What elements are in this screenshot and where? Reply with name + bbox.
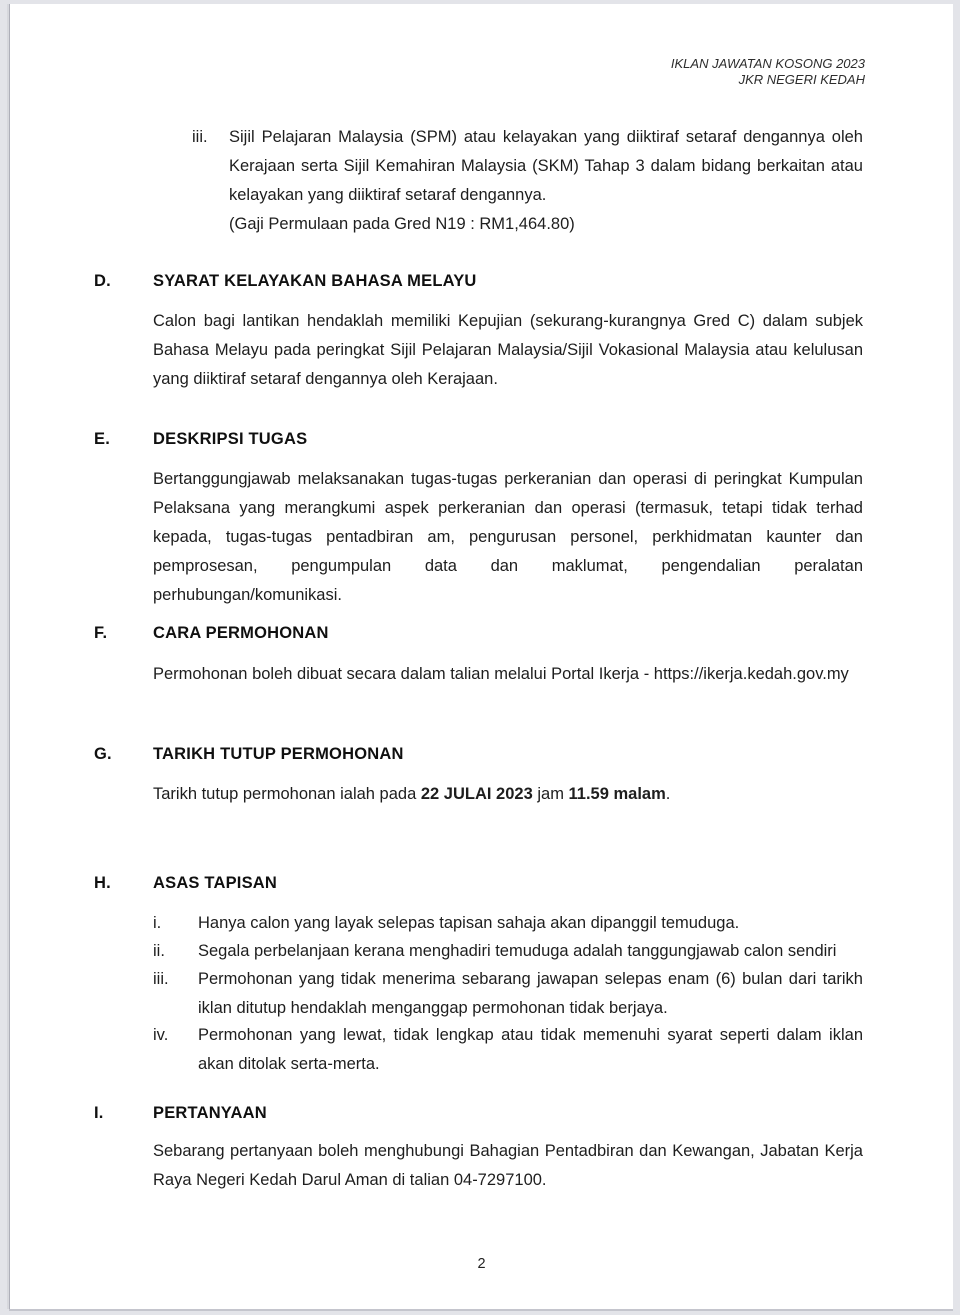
- qualification-item-iii-text: Sijil Pelajaran Malaysia (SPM) atau kelayakan yang diiktiraf setaraf dengannya oleh Kerajaan serta Sijil Kemahiran Malaysia (SKM) Tahap 3 dalam bidang berkaitan atau kelayakan yang diiktiraf setaraf dengannya.: [229, 128, 863, 204]
- section-e-letter: E.: [94, 430, 110, 448]
- section-h-letter: H.: [94, 874, 111, 892]
- header-line-1: IKLAN JAWATAN KOSONG 2023: [670, 56, 865, 71]
- closing-sentence-prefix: Tarikh tutup permohonan ialah pada: [153, 785, 421, 803]
- section-d-letter: D.: [94, 272, 111, 290]
- document-running-header: [671, 56, 865, 88]
- screening-item-iv-numeral: iv.: [153, 1026, 169, 1044]
- qualification-item-iii: [229, 123, 863, 239]
- qualification-item-iii-numeral: iii.: [192, 128, 208, 146]
- section-d-body: Calon bagi lantikan hendaklah memiliki Kepujian (sekurang-kurangnya Gred C) dalam subjek Bahasa Melayu pada peringkat Sijil Pelajaran Malaysia/Sijil Vokasional Malaysia atau kelulusan yang diiktiraf setaraf dengannya oleh Kerajaan.: [153, 312, 863, 388]
- section-g-letter: G.: [94, 745, 112, 763]
- section-f-letter: F.: [94, 624, 108, 642]
- closing-sentence-middle: jam: [532, 785, 569, 803]
- section-i-letter: I.: [94, 1104, 104, 1122]
- section-e-title: DESKRIPSI TUGAS: [153, 430, 308, 448]
- section-i-body: Sebarang pertanyaan boleh menghubungi Bahagian Pentadbiran dan Kewangan, Jabatan Kerja Raya Negeri Kedah Darul Aman di talian 04-7297100.: [153, 1142, 863, 1189]
- screening-item-i-numeral: i.: [153, 914, 162, 932]
- section-f-body: Permohonan boleh dibuat secara dalam talian melalui Portal Ikerja - https://ikerja.kedah.gov.my: [153, 665, 849, 683]
- document-page: [9, 4, 953, 1309]
- salary-note: (Gaji Permulaan pada Gred N19 : RM1,464.80): [229, 215, 575, 233]
- screening-item-iv-text: Permohonan yang lewat, tidak lengkap atau tidak memenuhi syarat seperti dalam iklan akan ditolak serta-merta.: [198, 1026, 863, 1073]
- screening-item-ii-text: Segala perbelanjaan kerana menghadiri temuduga adalah tanggungjawab calon sendiri: [198, 942, 837, 960]
- screening-item-iii-text: Permohonan yang tidak menerima sebarang jawapan selepas enam (6) bulan dari tarikh iklan ditutup hendaklah menganggap permohonan tidak berjaya.: [198, 970, 863, 1017]
- closing-time: 11.59 malam: [568, 785, 666, 803]
- screening-item-ii-numeral: ii.: [153, 942, 165, 960]
- section-g-title: TARIKH TUTUP PERMOHONAN: [153, 745, 404, 763]
- screening-item-iii-numeral: iii.: [153, 970, 169, 988]
- section-e-body: Bertanggungjawab melaksanakan tugas-tugas perkeranian dan operasi di peringkat Kumpulan Pelaksana yang merangkumi aspek perkeranian dan operasi (termasuk, tetapi tidak terhad kepada, tugas-tugas pentadbiran am, pengurusan personel, perkhidmatan kaunter dan pemprosesan, pengumpulan data dan maklumat, pengendalian peralatan perhubungan/komunikasi.: [153, 470, 863, 604]
- closing-sentence-suffix: .: [665, 785, 671, 803]
- section-f-title: CARA PERMOHONAN: [153, 624, 329, 642]
- section-g-body: [153, 780, 863, 809]
- section-i-title: PERTANYAAN: [153, 1104, 267, 1122]
- section-h-title: ASAS TAPISAN: [153, 874, 278, 892]
- section-d-title: SYARAT KELAYAKAN BAHASA MELAYU: [153, 272, 477, 290]
- header-line-2: JKR NEGERI KEDAH: [738, 72, 865, 87]
- closing-date: 22 JULAI 2023: [420, 785, 533, 803]
- screening-item-i-text: Hanya calon yang layak selepas tapisan sahaja akan dipanggil temuduga.: [198, 914, 740, 932]
- page-number: 2: [477, 1256, 486, 1272]
